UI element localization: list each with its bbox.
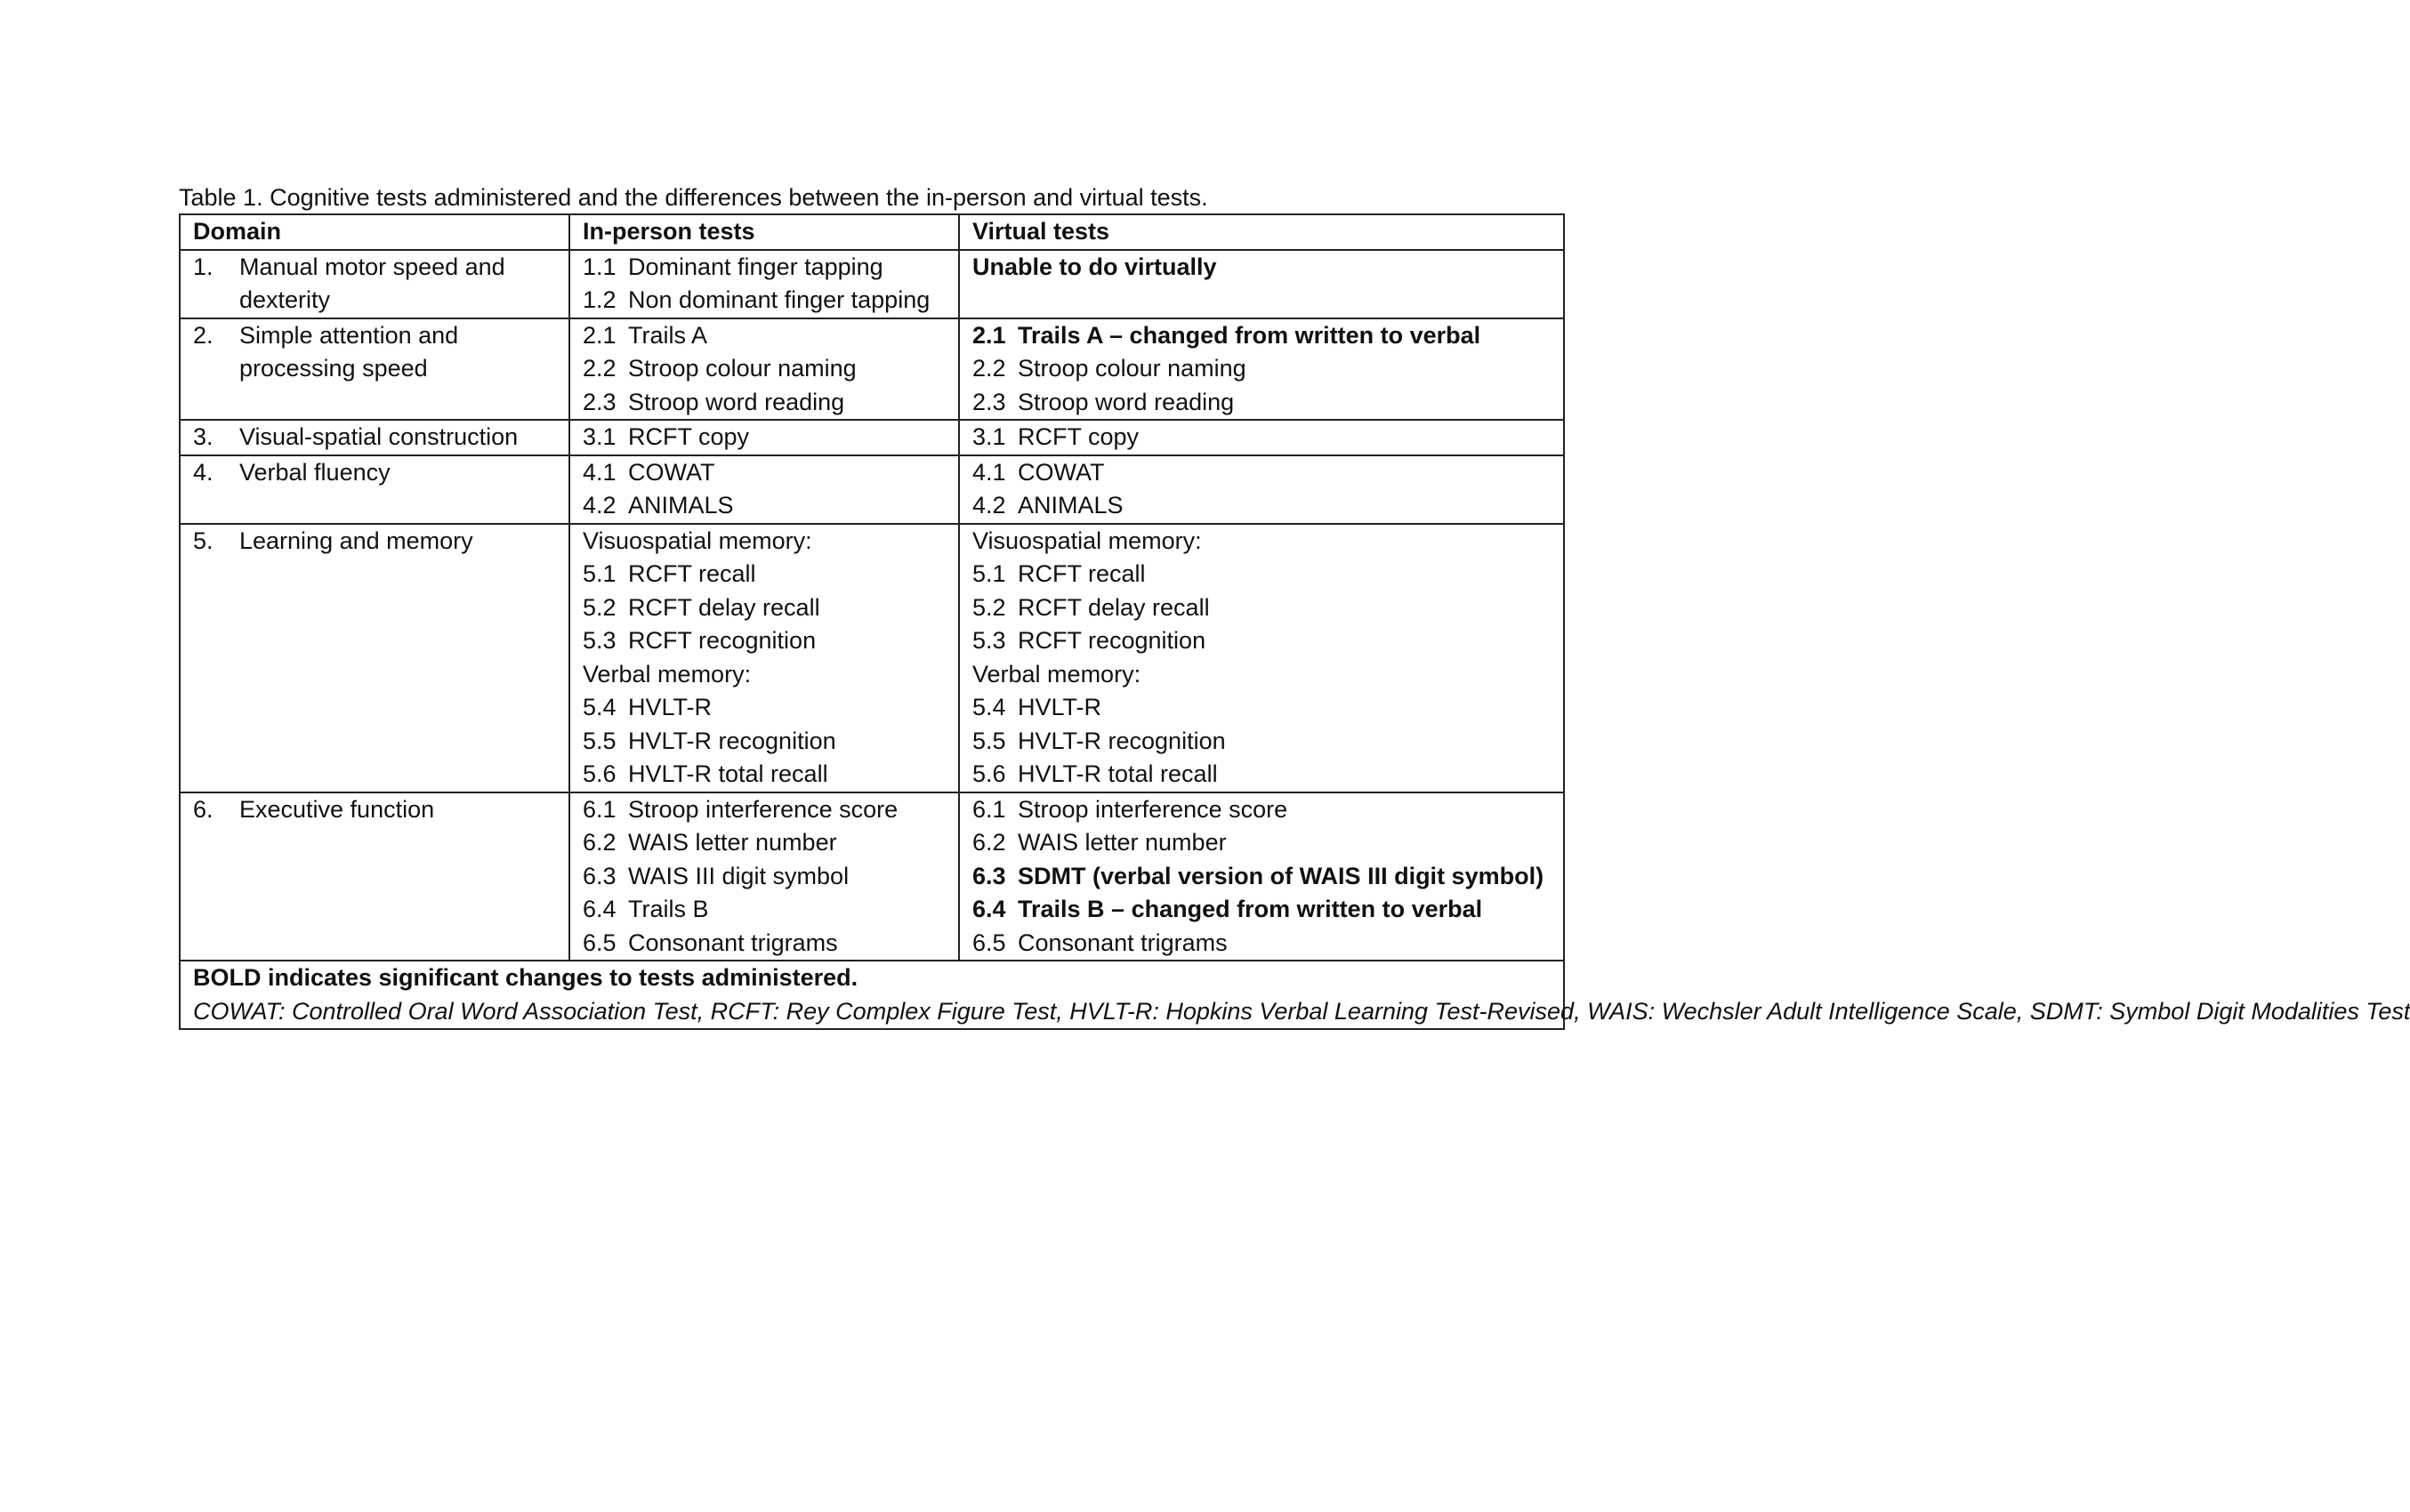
test-item — [972, 386, 1551, 420]
test-number: 2.1 — [972, 321, 1006, 349]
domain-cell — [180, 792, 569, 961]
virtual-cell — [959, 455, 1564, 524]
test-number: 5.1 — [972, 560, 1006, 587]
domain-cell — [180, 250, 569, 318]
test-number: 5.2 — [972, 593, 1006, 621]
test-item — [583, 725, 946, 759]
test-name: Stroop colour naming — [1018, 355, 1246, 382]
test-number: 5.4 — [972, 694, 1006, 720]
test-number: 5.6 — [972, 760, 1006, 787]
table-footer-row — [180, 961, 1564, 1029]
test-number: 6.3 — [583, 862, 617, 889]
test-item — [972, 893, 1551, 927]
test-number: 5.1 — [583, 560, 617, 587]
domain-cell — [180, 318, 569, 421]
test-subheading: Visuospatial memory: — [583, 527, 812, 554]
test-number: 4.1 — [972, 458, 1006, 486]
test-item — [583, 352, 946, 386]
test-item — [583, 558, 946, 591]
test-number: 5.2 — [583, 593, 617, 621]
test-name: HVLT-R recognition — [1018, 727, 1226, 754]
test-name: HVLT-R — [1018, 694, 1102, 720]
domain-name: Manual motor speed and dexterity — [239, 253, 505, 313]
test-number: 6.3 — [972, 862, 1006, 889]
test-name: RCFT copy — [628, 423, 750, 450]
virtual-cell — [959, 524, 1564, 792]
test-number: 5.6 — [583, 760, 617, 787]
test-item — [972, 927, 1551, 961]
virtual-cell — [959, 792, 1564, 961]
test-name: Stroop interference score — [1018, 795, 1288, 823]
test-item — [583, 251, 946, 285]
domain-name: Simple attention and processing speed — [239, 321, 459, 382]
cognitive-tests-table — [179, 213, 2410, 1030]
in-person-cell — [569, 250, 959, 318]
virtual-cell — [959, 318, 1564, 421]
bold-legend-note: BOLD indicates significant changes to tests administered. — [193, 964, 858, 991]
header-domain: Domain — [180, 214, 569, 250]
test-item — [972, 860, 1551, 894]
test-name: WAIS III digit symbol — [628, 862, 850, 889]
domain-label — [193, 456, 556, 490]
test-name: Stroop colour naming — [628, 355, 857, 382]
test-item — [972, 591, 1551, 625]
header-in-person-tests: In-person tests — [569, 214, 959, 250]
table-header-row — [180, 214, 1564, 250]
test-number: 5.5 — [972, 727, 1006, 754]
test-item — [583, 421, 946, 454]
virtual-cell — [959, 250, 1564, 318]
test-item — [972, 421, 1551, 454]
test-number: 2.2 — [972, 355, 1006, 382]
test-name: ANIMALS — [628, 492, 734, 519]
test-item — [583, 319, 946, 353]
test-number: 1.1 — [583, 253, 617, 280]
domain-label — [193, 319, 556, 386]
test-item — [583, 793, 946, 827]
test-number: 1.2 — [583, 286, 617, 313]
test-name: Consonant trigrams — [1018, 929, 1228, 956]
test-name: RCFT recognition — [1018, 627, 1206, 654]
in-person-cell — [569, 318, 959, 421]
domain-label — [193, 525, 556, 559]
test-number: 5.3 — [972, 627, 1006, 654]
test-subheading: Visuospatial memory: — [972, 527, 1202, 554]
table-footnote — [180, 961, 2410, 1029]
test-number: 5.3 — [583, 627, 617, 654]
test-item — [972, 725, 1551, 759]
test-item — [972, 826, 1551, 860]
table-caption: Table 1. Cognitive tests administered and the differences between the in-person and virtual tests. — [179, 184, 1208, 211]
test-number: 2.3 — [972, 388, 1006, 415]
test-name: WAIS letter number — [628, 829, 837, 856]
test-item — [583, 624, 946, 658]
table-row — [180, 524, 1564, 792]
in-person-cell — [569, 524, 959, 792]
test-name: RCFT recall — [1018, 560, 1146, 587]
test-name: RCFT recall — [628, 560, 756, 587]
test-item — [583, 456, 946, 490]
test-item — [583, 386, 946, 420]
test-item — [583, 691, 946, 725]
test-name: RCFT delay recall — [1018, 593, 1210, 621]
domain-number: 1. — [193, 253, 214, 280]
test-item — [583, 860, 946, 894]
test-item — [972, 558, 1551, 591]
table-row — [180, 792, 1564, 961]
test-item — [583, 893, 946, 927]
test-item — [972, 456, 1551, 490]
domain-label — [193, 793, 556, 827]
test-name: Non dominant finger tapping — [628, 286, 931, 313]
domain-number: 6. — [193, 795, 214, 823]
test-name: Trails B – changed from written to verbal — [1018, 896, 1483, 922]
document-page — [179, 181, 2410, 1030]
test-item — [972, 691, 1551, 725]
test-item — [583, 927, 946, 961]
header-virtual-tests: Virtual tests — [959, 214, 1564, 250]
test-number: 6.5 — [972, 929, 1006, 956]
test-number: 6.1 — [583, 795, 617, 823]
test-name: RCFT copy — [1018, 423, 1140, 450]
in-person-cell — [569, 420, 959, 455]
test-number: 6.2 — [583, 829, 617, 856]
test-number: 6.5 — [583, 929, 617, 956]
test-item — [972, 793, 1551, 827]
domain-name: Learning and memory — [239, 527, 473, 554]
test-name: Consonant trigrams — [628, 929, 838, 956]
domain-label — [193, 421, 556, 454]
test-item — [972, 624, 1551, 658]
in-person-cell — [569, 455, 959, 524]
test-number: 5.5 — [583, 727, 617, 754]
domain-number: 2. — [193, 321, 214, 349]
table-body — [180, 250, 1564, 961]
test-number: 2.1 — [583, 321, 617, 349]
test-number: 6.1 — [972, 795, 1006, 823]
test-number: 2.3 — [583, 388, 617, 415]
test-number: 3.1 — [583, 423, 617, 450]
table-row — [180, 250, 1564, 318]
in-person-cell — [569, 792, 959, 961]
test-item — [583, 826, 946, 860]
test-number: 4.2 — [583, 492, 617, 519]
test-name: Stroop word reading — [1018, 388, 1235, 415]
domain-cell — [180, 524, 569, 792]
test-number: 6.2 — [972, 829, 1006, 856]
domain-cell — [180, 455, 569, 524]
test-item — [972, 319, 1551, 353]
test-subheading: Verbal memory: — [972, 660, 1141, 688]
test-number: 6.4 — [583, 896, 617, 922]
test-item — [583, 591, 946, 625]
test-number: 2.2 — [583, 355, 617, 382]
domain-name: Executive function — [239, 795, 435, 823]
domain-cell — [180, 420, 569, 455]
test-name: SDMT (verbal version of WAIS III digit symbol) — [1018, 862, 1544, 889]
test-name: COWAT — [1018, 458, 1105, 486]
test-number: 3.1 — [972, 423, 1006, 450]
test-item — [972, 758, 1551, 792]
test-number: 5.4 — [583, 694, 617, 720]
test-name: Trails A — [628, 321, 708, 349]
test-name: ANIMALS — [1018, 492, 1124, 519]
table-row — [180, 420, 1564, 455]
test-name: Stroop interference score — [628, 795, 899, 823]
test-name: RCFT recognition — [628, 627, 817, 654]
test-item — [972, 489, 1551, 523]
test-name: HVLT-R total recall — [1018, 760, 1218, 787]
test-number: 4.2 — [972, 492, 1006, 519]
table-row — [180, 318, 1564, 421]
domain-number: 3. — [193, 423, 214, 450]
test-name: COWAT — [628, 458, 715, 486]
virtual-cell — [959, 420, 1564, 455]
test-item — [583, 284, 946, 318]
test-number: 6.4 — [972, 896, 1006, 922]
abbreviations-note: COWAT: Controlled Oral Word Association Test, RCFT: Rey Complex Figure Test, HVLT-R: Hopkins Verbal Learning Test-Revised, WAIS: Wechsler Adult Intelligence Scale, SDMT: Symbol Digit Modalities Test — [193, 997, 2410, 1025]
domain-name: Visual-spatial construction — [239, 423, 519, 450]
test-name: WAIS letter number — [1018, 829, 1227, 856]
test-name: Stroop word reading — [628, 388, 845, 415]
domain-number: 5. — [193, 527, 214, 554]
test-name: Trails A – changed from written to verbal — [1018, 321, 1481, 349]
test-item — [583, 758, 946, 792]
test-item — [972, 352, 1551, 386]
domain-name: Verbal fluency — [239, 458, 391, 486]
domain-number: 4. — [193, 458, 214, 486]
test-name: Trails B — [628, 896, 709, 922]
test-name: Dominant finger tapping — [628, 253, 883, 280]
test-number: 4.1 — [583, 458, 617, 486]
test-name: HVLT-R recognition — [628, 727, 836, 754]
test-subheading: Verbal memory: — [583, 660, 752, 688]
test-name: HVLT-R — [628, 694, 713, 720]
domain-label — [193, 251, 556, 318]
test-name: HVLT-R total recall — [628, 760, 828, 787]
test-note: Unable to do virtually — [972, 253, 1217, 280]
test-item — [583, 489, 946, 523]
table-row — [180, 455, 1564, 524]
test-name: RCFT delay recall — [628, 593, 820, 621]
